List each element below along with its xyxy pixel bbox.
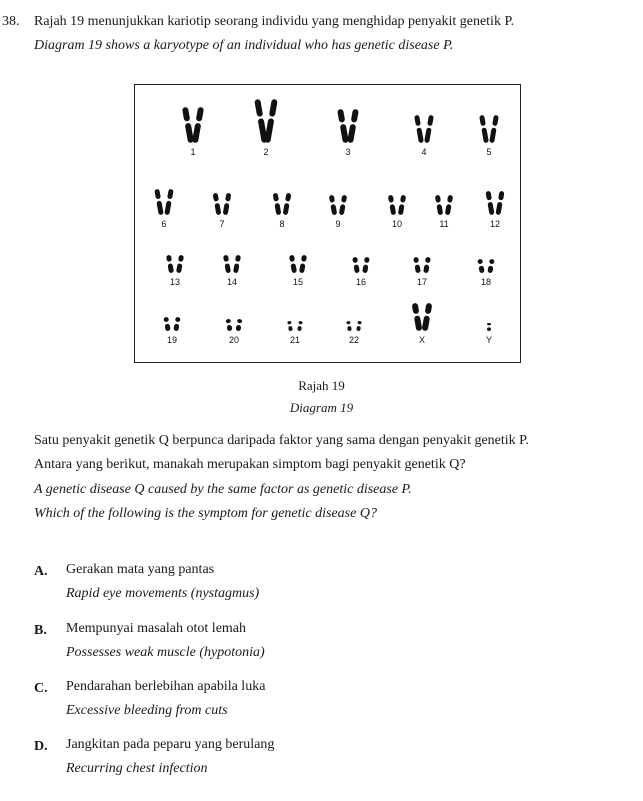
chromosome-label: 1 xyxy=(190,147,196,157)
chromosome-label: 21 xyxy=(289,335,301,345)
chromosome xyxy=(445,195,453,216)
option-a[interactable] xyxy=(34,562,260,601)
chromosome-pair xyxy=(414,115,434,143)
chromosome-label: 12 xyxy=(489,219,501,229)
chromosome xyxy=(166,255,174,274)
chromosome xyxy=(412,303,423,332)
chromosome xyxy=(347,109,359,144)
chromosome xyxy=(173,317,180,332)
chromosome xyxy=(297,321,303,332)
chromosome-label: 9 xyxy=(335,219,341,229)
chromosome xyxy=(485,191,494,216)
chromosome-label: 11 xyxy=(439,219,449,229)
chromosome-pair xyxy=(289,255,307,274)
chromosome-pair xyxy=(388,195,406,216)
chromosome-pair xyxy=(435,195,453,216)
chromosome-pair xyxy=(225,319,242,332)
chromosome xyxy=(495,191,504,216)
chromosome-label: 8 xyxy=(279,219,285,229)
chromosome-pair xyxy=(154,189,173,215)
chromosome xyxy=(413,257,421,274)
option-c[interactable] xyxy=(34,679,266,718)
chromosome xyxy=(233,255,241,274)
chromosome-label: Y xyxy=(485,335,493,345)
chromosome xyxy=(337,109,349,144)
option-text-malay: Mempunyai masalah otot lemah xyxy=(66,621,247,636)
chromosome-label: 7 xyxy=(219,219,225,229)
option-text-malay: Gerakan mata yang pantas xyxy=(66,562,215,577)
chromosome-label: 17 xyxy=(416,277,428,287)
chromosome xyxy=(423,257,431,274)
chromosome-label: 4 xyxy=(421,147,427,157)
chromosome-pair xyxy=(485,191,504,216)
chromosome-pair xyxy=(166,255,184,274)
chromosome xyxy=(283,193,292,216)
chromosome xyxy=(489,115,499,143)
chromosome-label: 15 xyxy=(292,277,304,287)
chromosome-label: 20 xyxy=(228,335,240,345)
option-letter: D. xyxy=(34,739,48,754)
chromosome xyxy=(356,321,362,332)
chromosome-pair xyxy=(487,323,491,331)
prompt-line2-english: Which of the following is the symptom for genetic disease Q? xyxy=(34,506,377,521)
chromosome-label: 14 xyxy=(226,277,238,287)
chromosome-pair xyxy=(413,257,431,274)
chromosome xyxy=(299,255,307,274)
option-letter: A. xyxy=(34,564,48,579)
chromosome-pair xyxy=(273,193,292,216)
chromosome xyxy=(414,115,424,143)
chromosome xyxy=(164,189,173,215)
chromosome xyxy=(487,323,491,331)
chromosome-pair xyxy=(477,259,494,274)
question-stem-malay: Rajah 19 menunjukkan kariotip seorang individu yang menghidap penyakit genetik P. xyxy=(34,14,515,29)
chromosome xyxy=(362,257,370,274)
option-letter: B. xyxy=(34,623,47,638)
chromosome xyxy=(192,107,204,143)
chromosome xyxy=(176,255,184,274)
chromosome-label: 5 xyxy=(486,147,492,157)
chromosome-label: 6 xyxy=(161,219,167,229)
chromosome xyxy=(435,195,443,216)
chromosome-label: 16 xyxy=(355,277,367,287)
chromosome xyxy=(182,107,194,143)
question-number: 38. xyxy=(2,14,20,29)
option-text-english: Possesses weak muscle (hypotonia) xyxy=(66,645,265,660)
chromosome xyxy=(352,257,360,274)
chromosome xyxy=(487,259,494,274)
chromosome xyxy=(289,255,297,274)
chromosome-label: 18 xyxy=(480,277,492,287)
chromosome-pair xyxy=(163,317,180,332)
chromosome-pair xyxy=(223,255,241,274)
chromosome xyxy=(213,193,222,216)
prompt-line1-english: A genetic disease Q caused by the same factor as genetic disease P. xyxy=(34,482,412,497)
chromosome-pair xyxy=(329,195,347,216)
chromosome xyxy=(479,115,489,143)
chromosome-label: 13 xyxy=(169,277,181,287)
figure-caption-malay: Rajah 19 xyxy=(298,378,345,393)
chromosome-pair xyxy=(254,99,278,143)
chromosome-label: 10 xyxy=(391,219,403,229)
chromosome xyxy=(287,321,293,332)
chromosome xyxy=(388,195,396,216)
chromosome-pair xyxy=(337,109,359,144)
chromosome xyxy=(424,115,434,143)
option-letter: C. xyxy=(34,681,48,696)
chromosome xyxy=(154,189,163,215)
chromosome-pair xyxy=(287,321,303,332)
chromosome xyxy=(339,195,347,216)
chromosome-label: 22 xyxy=(348,335,360,345)
option-d[interactable] xyxy=(34,737,275,776)
chromosome-label: 3 xyxy=(345,147,351,157)
chromosome xyxy=(477,259,484,274)
chromosome xyxy=(329,195,337,216)
chromosome xyxy=(273,193,282,216)
chromosome xyxy=(346,321,352,332)
chromosome-pair xyxy=(182,107,204,143)
question-stem-english: Diagram 19 shows a karyotype of an individual who has genetic disease P. xyxy=(34,38,454,53)
chromosome xyxy=(398,195,406,216)
karyotype-figure xyxy=(134,84,521,363)
figure-caption-english: Diagram 19 xyxy=(289,400,354,415)
option-text-malay: Pendarahan berlebihan apabila luka xyxy=(66,679,266,694)
chromosome xyxy=(223,255,231,274)
chromosome-pair xyxy=(346,321,362,332)
chromosome xyxy=(223,193,232,216)
chromosome-label: 19 xyxy=(166,335,178,345)
prompt-line2-malay: Antara yang berikut, manakah merupakan simptom bagi penyakit genetik Q? xyxy=(34,457,466,472)
chromosome-label: X xyxy=(418,335,426,345)
chromosome-pair xyxy=(213,193,232,216)
chromosome-pair xyxy=(412,303,433,332)
chromosome xyxy=(422,303,433,332)
chromosome xyxy=(235,319,242,332)
prompt-line1-malay: Satu penyakit genetik Q berpunca daripada faktor yang sama dengan penyakit genetik P. xyxy=(34,433,529,448)
chromosome xyxy=(264,99,278,143)
option-text-english: Rapid eye movements (nystagmus) xyxy=(66,586,260,601)
chromosome-label: 2 xyxy=(263,147,269,157)
karyotype-chromosomes xyxy=(135,85,520,362)
chromosome-pair xyxy=(479,115,499,143)
chromosome-pair xyxy=(352,257,370,274)
option-text-english: Recurring chest infection xyxy=(66,761,208,776)
option-b[interactable] xyxy=(34,621,265,660)
chromosome xyxy=(225,319,232,332)
option-text-malay: Jangkitan pada peparu yang berulang xyxy=(66,737,275,752)
option-text-english: Excessive bleeding from cuts xyxy=(66,703,228,718)
chromosome xyxy=(163,317,170,332)
